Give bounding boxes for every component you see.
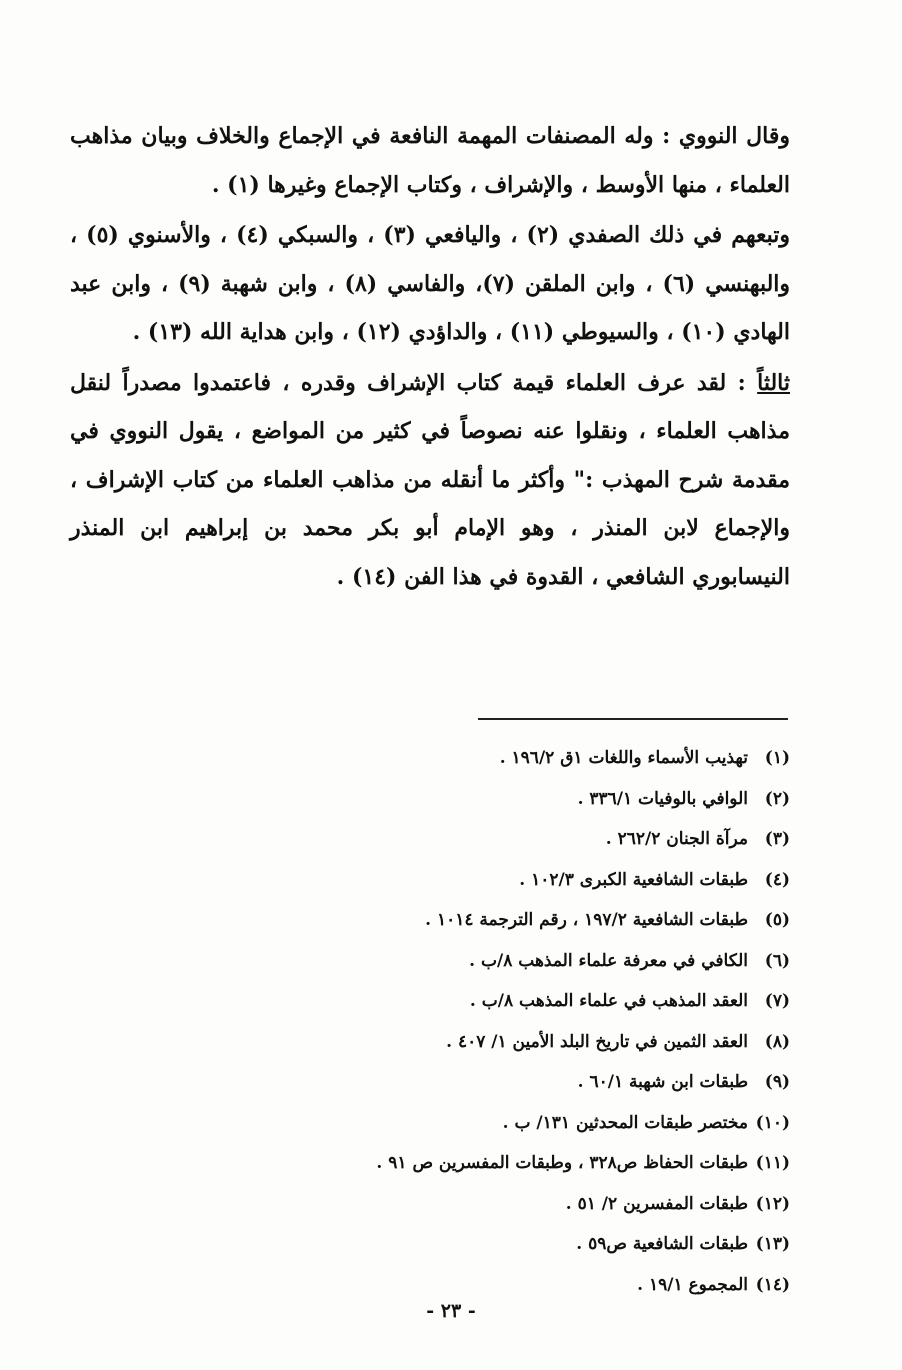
footnote [230,1022,790,1063]
footnote-text: طبقات الشافعية ص٥٩ . [576,1234,748,1254]
page-number: - ٢٣ - [426,1300,476,1322]
footnote-number: (١٣) [755,1234,790,1254]
footnote-text: الكافي في معرفة علماء المذهب ٨/ب . [469,950,748,971]
paragraph-2-text: وتبعهم في ذلك الصفدي (٢) ، واليافعي (٣) ، والسبكي (٤) ، والأسنوي (٥) ، والبهنسي (٦) ، وابن الملقن (٧)، والفاسي (٨) ، وابن شهبة (٩) ، وابن عبد الهادي (١٠) ، والسيوطي (١١) ، والداؤدي (١٢) ، وابن هداية الله (١٣) . [70,222,791,345]
footnote [230,941,790,982]
paragraph-1 [70,112,790,209]
footnote-separator [478,718,788,720]
footnote-number: (٨) [764,1031,790,1052]
footnote-text: العقد المذهب في علماء المذهب ٨/ب . [469,991,748,1011]
footnote-text: طبقات المفسرين ٢/ ٥١ . [565,1193,748,1214]
footnote [230,819,790,860]
footnote-text: طبقات الشافعية ١٩٧/٢ ، رقم الترجمة ١٠١٤ . [425,910,748,930]
footnote-number: (٦) [764,950,790,971]
footnote-text: طبقات الشافعية الكبرى ١٠٢/٣ . [519,869,748,890]
footnote-number: (٤) [764,869,790,890]
footnote [230,1184,790,1225]
footnote-text: طبقات ابن شهبة ٦٠/١ . [577,1072,748,1092]
footnote [230,981,790,1022]
footnote [230,1103,790,1144]
footnote-number: (١٢) [755,1193,790,1214]
footnote-text: مختصر طبقات المحدثين ١٣١/ ب . [502,1112,748,1133]
main-text [70,112,790,601]
footnote-text: مرآة الجنان ٢٦٢/٢ . [605,829,748,849]
footnote [230,738,790,779]
footnote [230,1062,790,1103]
paragraph-3-lead: ثالثاً [757,369,790,396]
footnote-number: (١) [764,748,790,768]
paragraph-3-text: : لقد عرف العلماء قيمة كتاب الإشراف وقدره ، فاعتمدوا مصدراً لنقل مذاهب العلماء ، ونقلوا عنه نصوصاً في كثير من المواضع ، يقول النووي في مقدمة شرح المهذب :" وأكثر ما أنقله من مذاهب العلماء من كتاب الإشراف ، والإجماع لابن المنذر ، وهو الإمام أبو بكر محمد بن إبراهيم ابن المنذر النيسابوري الشافعي ، القدوة في هذا الفن (١٤) . [70,369,790,590]
footnote [230,1224,790,1265]
footnote-number: (٣) [764,829,790,849]
footnote-text: العقد الثمين في تاريخ البلد الأمين ١/ ٤٠٧ . [446,1031,748,1052]
footnote [230,900,790,941]
paragraph-2 [70,211,790,357]
paragraph-3 [70,359,790,602]
footnote-number: (١٠) [755,1112,790,1133]
footnote-text: تهذيب الأسماء واللغات ١ق ١٩٦/٢ . [499,748,748,768]
footnote-number: (٧) [764,991,790,1011]
footnote-number: (٩) [764,1072,790,1092]
footnote-number: (٢) [764,788,790,809]
footnote [230,779,790,820]
footnote-text: المجموع ١٩/١ . [637,1274,748,1295]
footnote-number: (١١) [755,1153,790,1173]
footnote-number: (١٤) [755,1274,790,1295]
footnote-text: طبقات الحفاظ ص٣٢٨ ، وطبقات المفسرين ص ٩١ . [376,1153,748,1173]
footnotes-list [230,738,790,1305]
footnote-number: (٥) [764,910,790,930]
footnote [230,1143,790,1184]
footnote [230,1265,790,1306]
footnote [230,860,790,901]
paragraph-1-text: وقال النووي : وله المصنفات المهمة النافعة في الإجماع والخلاف وبيان مذاهب العلماء ، منها الأوسط ، والإشراف ، وكتاب الإجماع وغيرها (١) . [70,123,790,198]
footnote-text: الوافي بالوفيات ٣٣٦/١ . [577,788,748,809]
